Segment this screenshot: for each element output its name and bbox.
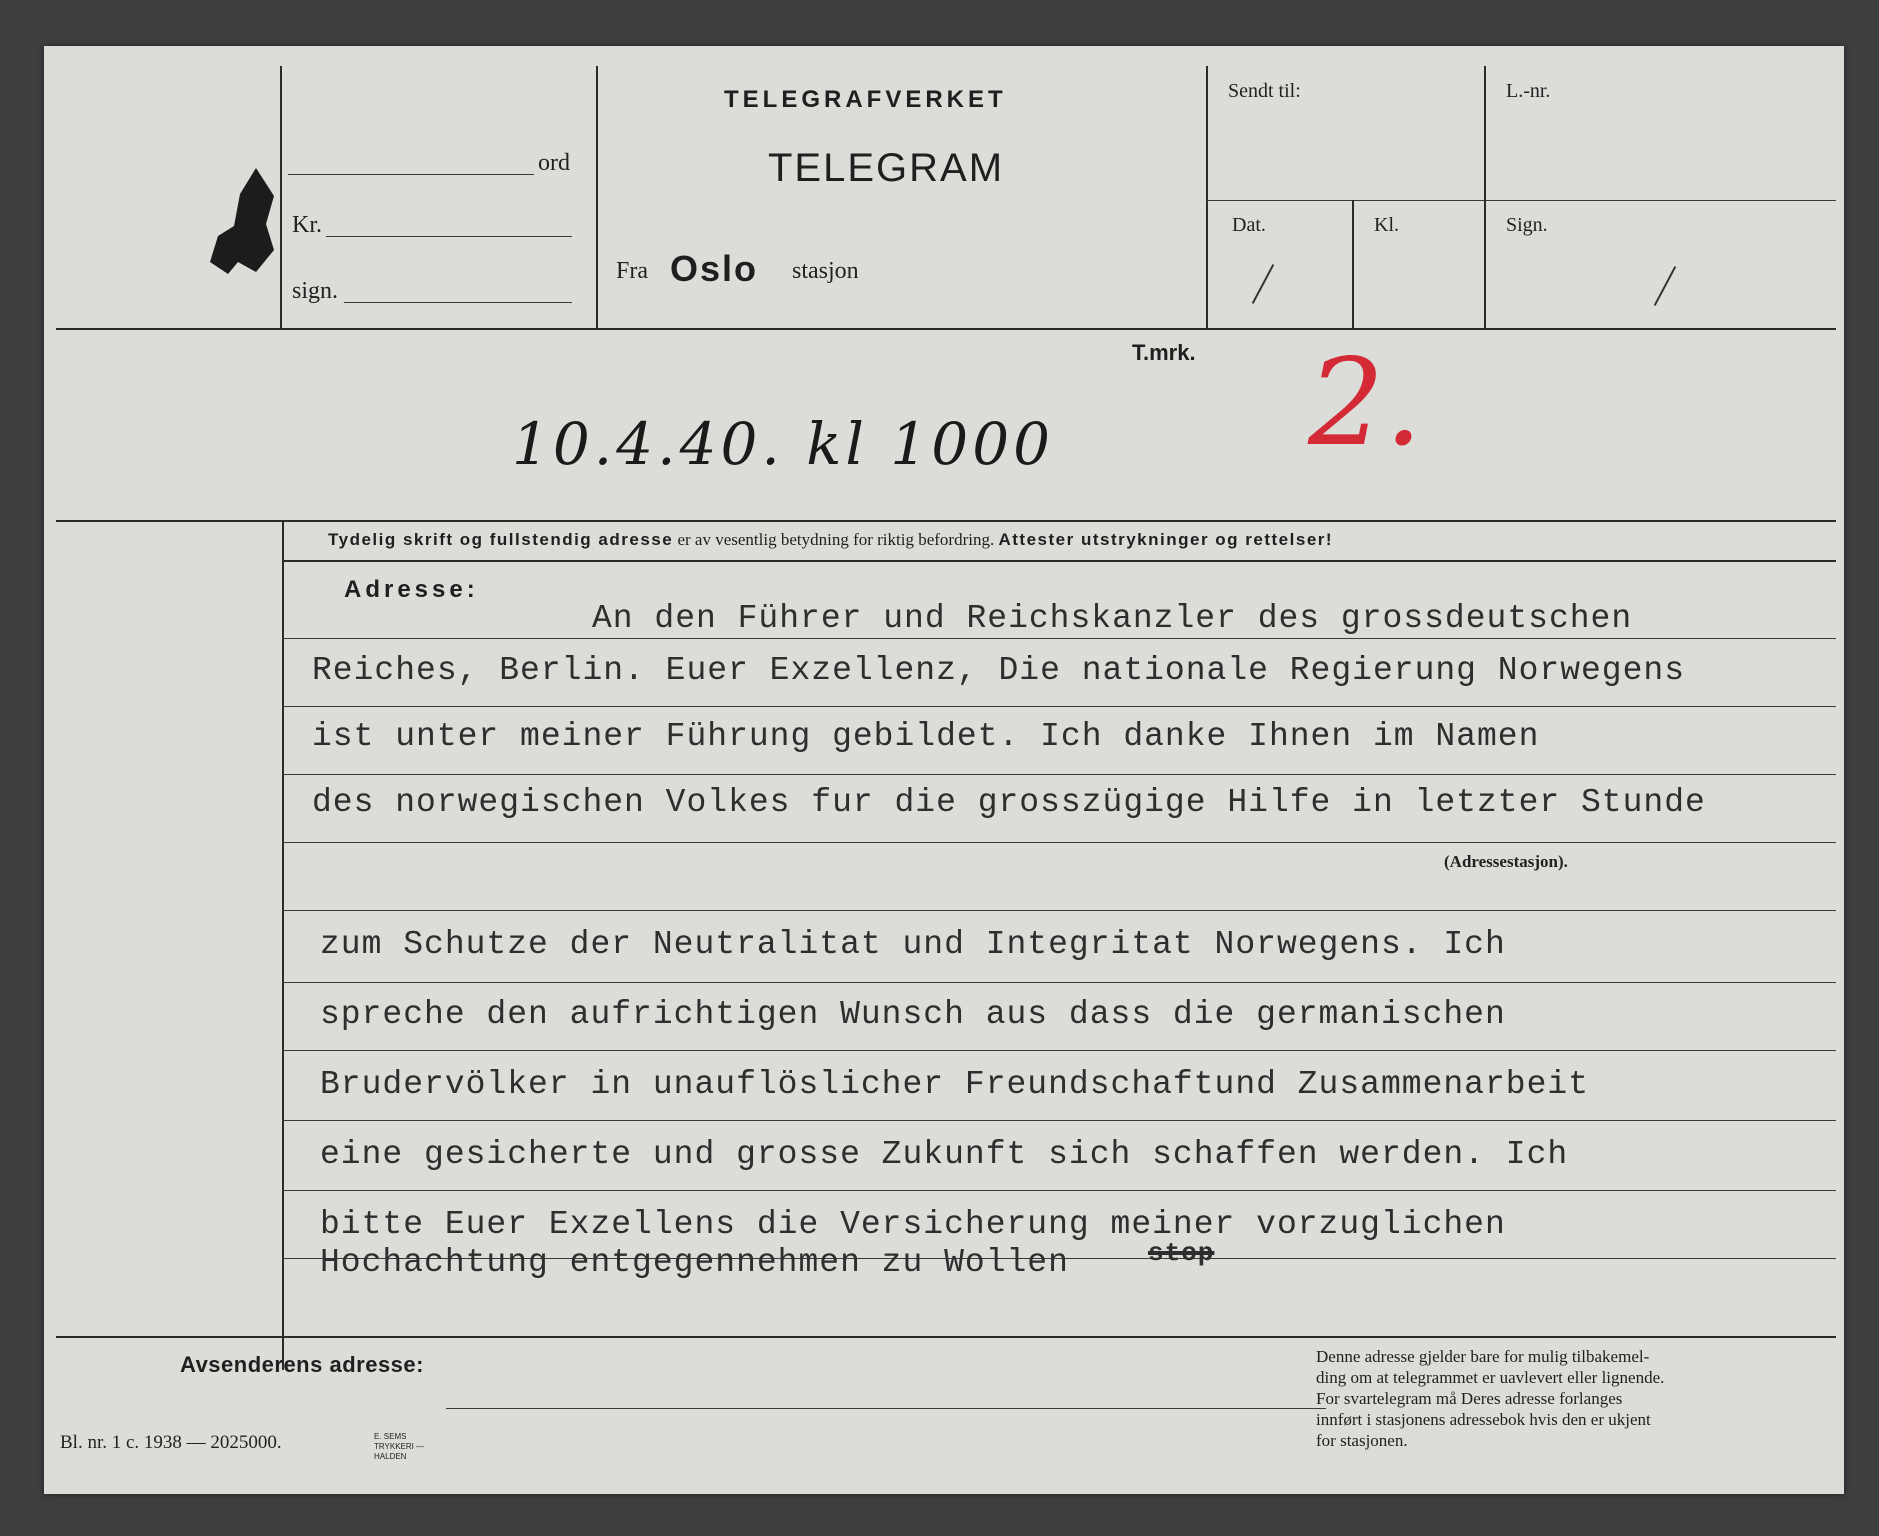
header-right-divider-dat bbox=[1352, 200, 1354, 328]
rule-3 bbox=[282, 774, 1836, 775]
footer-note-line-2: ding om at telegrammet er uavlevert eller lignende. bbox=[1316, 1368, 1665, 1387]
footer-note-line-1: Denne adresse gjelder bare for mulig tilbakemel- bbox=[1316, 1347, 1650, 1366]
address-label: Adresse: bbox=[344, 576, 479, 603]
header-divider-3 bbox=[1206, 66, 1208, 328]
message-line-8: eine gesicherte und grosse Zukunft sich schaffen werden. Ich bbox=[320, 1136, 1569, 1173]
rule-7 bbox=[282, 1050, 1836, 1051]
punch-hole-icon bbox=[204, 166, 282, 278]
rule-6 bbox=[282, 982, 1836, 983]
telegram-form bbox=[44, 46, 1844, 1494]
header-right-midrule bbox=[1206, 200, 1836, 201]
sign-line bbox=[344, 302, 572, 303]
message-bottom-rule bbox=[56, 1336, 1836, 1338]
rule-2 bbox=[282, 706, 1836, 707]
station-name: Oslo bbox=[670, 248, 759, 289]
telegram-title: TELEGRAM bbox=[768, 146, 1005, 190]
from-prefix: Fra bbox=[616, 258, 648, 284]
dat-slash bbox=[1252, 264, 1274, 304]
kr-label: Kr. bbox=[292, 212, 322, 238]
message-line-6: spreche den aufrichtigen Wunsch aus dass die germanischen bbox=[320, 996, 1506, 1033]
message-line-1: An den Führer und Reichskanzler des grossdeutschen bbox=[592, 600, 1633, 637]
header-right-divider-kl bbox=[1484, 200, 1486, 328]
sign2-label: Sign. bbox=[1506, 214, 1548, 236]
rule-1 bbox=[282, 638, 1836, 639]
header-divider-2 bbox=[596, 66, 598, 328]
notice-text bbox=[328, 530, 1333, 550]
rule-4 bbox=[282, 842, 1836, 843]
sign-label: sign. bbox=[292, 278, 339, 304]
footer-note bbox=[1316, 1346, 1786, 1451]
rule-8 bbox=[282, 1120, 1836, 1121]
adressestasjon-label: (Adressestasjon). bbox=[1444, 852, 1568, 871]
notice-bottom-rule bbox=[282, 560, 1836, 562]
notice-middle: er av vesentlig betydning for riktig befordring. bbox=[677, 530, 995, 549]
sendt-til-label: Sendt til: bbox=[1228, 80, 1301, 102]
form-code: Bl. nr. 1 c. 1938 — 2025000. bbox=[60, 1432, 282, 1453]
message-line-7: Brudervölker in unauflöslicher Freundschaftund Zusammenarbeit bbox=[320, 1066, 1589, 1103]
header-right-divider-top bbox=[1484, 66, 1486, 200]
message-line-2: Reiches, Berlin. Euer Exzellenz, Die nationale Regierung Norwegens bbox=[312, 652, 1686, 689]
org-name: TELEGRAFVERKET bbox=[724, 86, 1007, 113]
rule-5 bbox=[282, 910, 1836, 911]
ord-line bbox=[288, 174, 534, 175]
from-suffix: stasjon bbox=[792, 258, 859, 284]
message-line-9: bitte Euer Exzellens die Versicherung meiner vorzuglichen bbox=[320, 1206, 1506, 1243]
kr-line bbox=[326, 236, 572, 237]
header-bottom-rule bbox=[56, 328, 1836, 330]
kl-label: Kl. bbox=[1374, 214, 1399, 236]
lnr-label: L.-nr. bbox=[1506, 80, 1551, 102]
message-line-10: Hochachtung entgegennehmen zu Wollen bbox=[320, 1244, 1069, 1281]
message-line-4: des norwegischen Volkes fur die grosszügige Hilfe in letzter Stunde bbox=[312, 784, 1706, 821]
footer-note-line-3: For svartelegram må Deres adresse forlanges bbox=[1316, 1389, 1623, 1408]
sign-slash bbox=[1654, 266, 1676, 306]
footer-note-line-5: for stasjonen. bbox=[1316, 1431, 1408, 1450]
footer-note-line-4: innført i stasjonens adressebok hvis den er ukjent bbox=[1316, 1410, 1651, 1429]
dat-label: Dat. bbox=[1232, 214, 1266, 236]
handwritten-date: 10.4.40. kl 1000 bbox=[512, 410, 1054, 478]
notice-top-rule bbox=[56, 520, 1836, 522]
tmrk-label: T.mrk. bbox=[1132, 340, 1196, 365]
message-line-5: zum Schutze der Neutralitat und Integritat Norwegens. Ich bbox=[320, 926, 1506, 963]
message-left-border bbox=[282, 520, 284, 1370]
ord-label: ord bbox=[538, 150, 570, 176]
sender-address-line bbox=[446, 1408, 1326, 1409]
notice-right: Attester utstrykninger og rettelser! bbox=[998, 530, 1334, 549]
struck-word: stop bbox=[1148, 1238, 1215, 1268]
message-line-3: ist unter meiner Führung gebildet. Ich danke Ihnen im Namen bbox=[312, 718, 1540, 755]
rule-9 bbox=[282, 1190, 1836, 1191]
sender-address-label: Avsenderens adresse: bbox=[180, 1352, 424, 1377]
notice-left: Tydelig skrift og fullstendig adresse bbox=[328, 530, 674, 549]
handwritten-number: 2. bbox=[1308, 334, 1423, 473]
printer-mark: E. SEMS TRYKKERI — HALDEN bbox=[374, 1432, 425, 1461]
